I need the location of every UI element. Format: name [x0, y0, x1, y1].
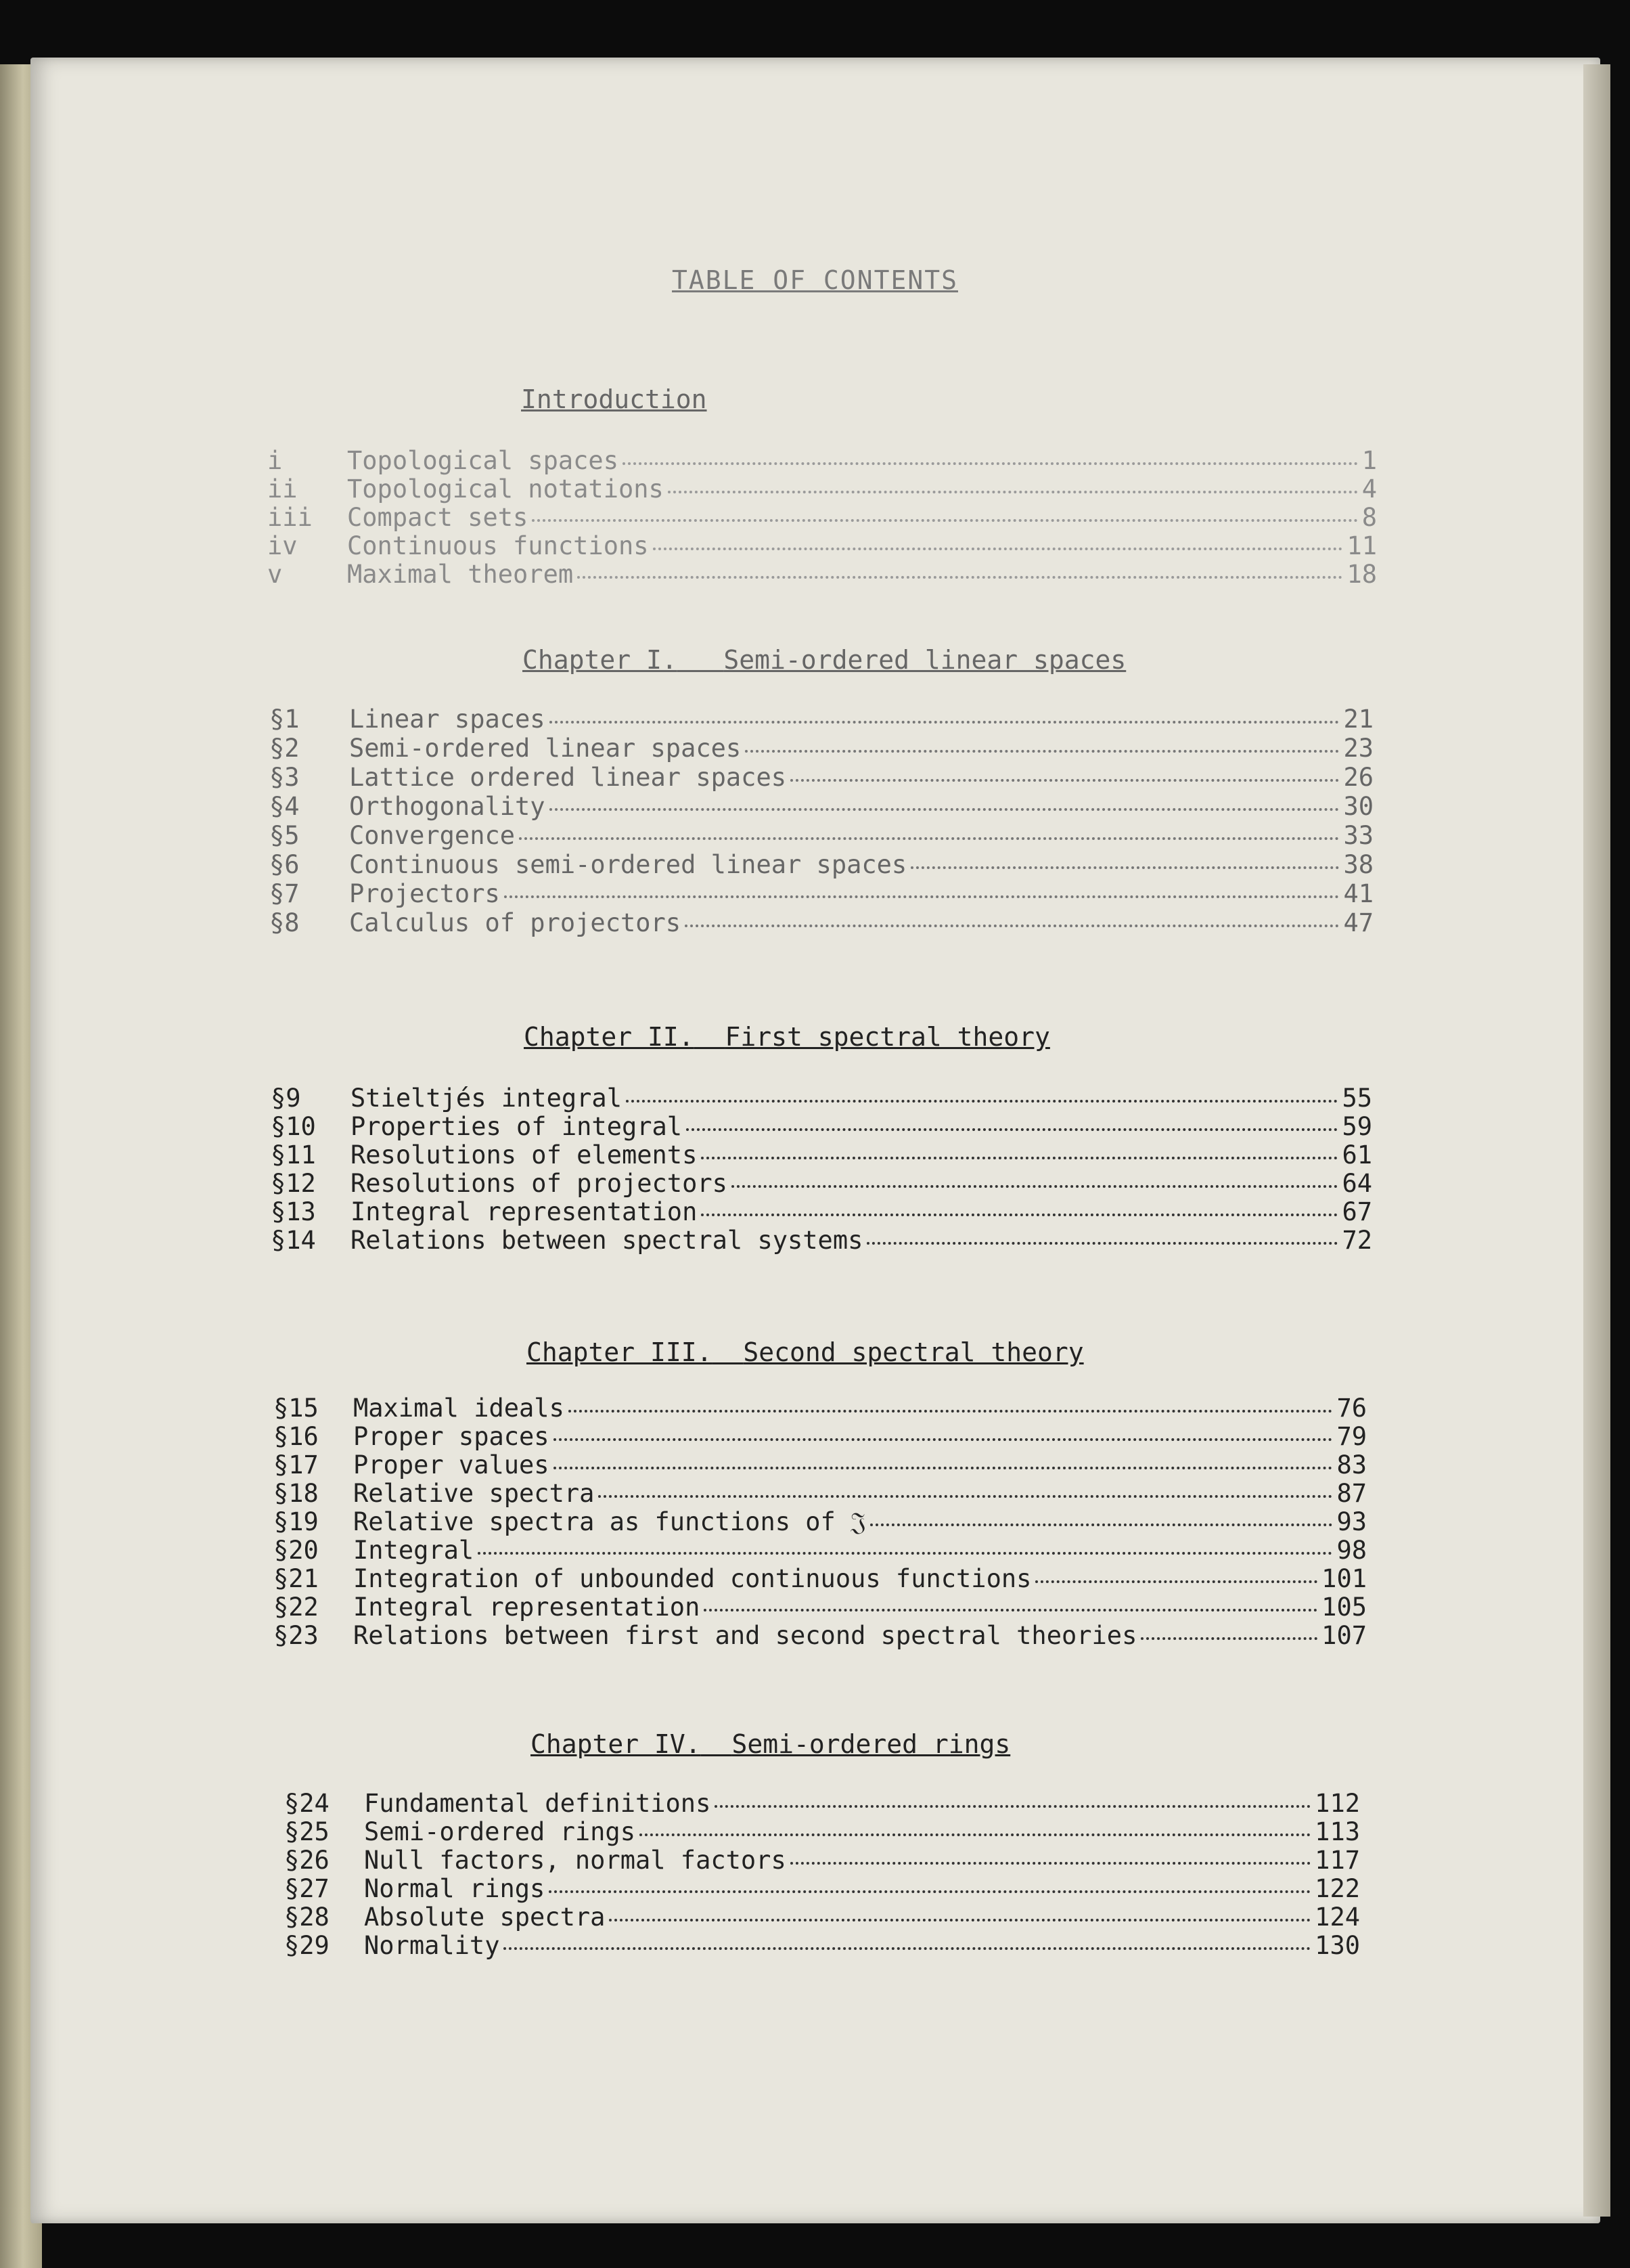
- entry-number: §25: [284, 1817, 330, 1846]
- entry-number: §6: [269, 850, 300, 879]
- entry-title: Semi-ordered linear spaces: [349, 734, 742, 763]
- toc-entry[interactable]: [273, 1508, 1367, 1536]
- toc-entry[interactable]: [267, 447, 1377, 475]
- toc-entry[interactable]: [273, 1593, 1367, 1622]
- toc-entry[interactable]: [271, 1113, 1372, 1141]
- entry-title: Semi-ordered rings: [364, 1817, 635, 1846]
- entry-title: Normal rings: [364, 1874, 545, 1903]
- entry-number: §19: [273, 1507, 319, 1536]
- entry-page-number: 18: [1346, 560, 1377, 589]
- entry-number: §8: [269, 908, 300, 937]
- entry-number: §3: [269, 763, 300, 792]
- entry-number: §9: [271, 1084, 301, 1113]
- entry-number: §29: [284, 1931, 330, 1960]
- entry-number: §18: [273, 1479, 319, 1508]
- chapter-3-heading: [526, 1337, 1084, 1367]
- toc-entry[interactable]: [271, 1198, 1372, 1226]
- entry-page-number: 47: [1343, 908, 1374, 937]
- entry-page-number: 101: [1321, 1564, 1367, 1593]
- toc-entry[interactable]: [269, 880, 1374, 908]
- dot-leader: [478, 1552, 1332, 1555]
- toc-entry[interactable]: [267, 560, 1377, 589]
- dot-leader: [701, 1157, 1338, 1159]
- entry-number: §1: [269, 705, 300, 734]
- toc-entry[interactable]: [267, 475, 1377, 504]
- entry-title: Proper values: [353, 1450, 549, 1480]
- entry-page-number: 113: [1315, 1817, 1360, 1846]
- entry-title: Lattice ordered linear spaces: [349, 763, 787, 792]
- dot-leader: [577, 576, 1342, 579]
- entry-page-number: 122: [1315, 1874, 1360, 1903]
- entry-page-number: 72: [1342, 1226, 1372, 1255]
- chapter-title: Semi-ordered linear spaces: [723, 645, 1127, 675]
- entry-title: Resolutions of projectors: [350, 1169, 727, 1198]
- chapter-2-heading: [524, 1022, 1050, 1052]
- toc-entry[interactable]: [284, 1789, 1360, 1818]
- toc-entry[interactable]: [273, 1536, 1367, 1565]
- dot-leader: [870, 1524, 1333, 1526]
- entry-number: iii: [267, 503, 313, 532]
- entry-number: §16: [273, 1422, 319, 1451]
- entry-page-number: 23: [1343, 734, 1374, 763]
- chapter-label: Chapter II.: [524, 1022, 694, 1052]
- chapter-4-heading: [530, 1729, 1010, 1759]
- entry-page-number: 67: [1342, 1197, 1372, 1226]
- entry-number: §7: [269, 879, 300, 908]
- entry-page-number: 38: [1343, 850, 1374, 879]
- entry-page-number: 93: [1336, 1507, 1367, 1536]
- entry-title: Relative spectra: [353, 1479, 595, 1508]
- entry-number: §17: [273, 1450, 319, 1480]
- entry-title: Relations between spectral systems: [350, 1226, 863, 1255]
- dot-leader: [731, 1185, 1338, 1188]
- entry-page-number: 4: [1361, 474, 1377, 504]
- toc-entry[interactable]: [271, 1141, 1372, 1170]
- chapter-label: Chapter IV.: [530, 1729, 701, 1759]
- dot-leader: [867, 1242, 1338, 1245]
- entry-title: Absolute spectra: [364, 1903, 606, 1932]
- entry-page-number: 11: [1346, 531, 1377, 560]
- entry-page-number: 112: [1315, 1789, 1360, 1818]
- chapter-title: Semi-ordered rings: [731, 1729, 1011, 1759]
- entry-title: Properties of integral: [350, 1112, 683, 1141]
- entry-title: Integral: [353, 1536, 474, 1565]
- entry-number: v: [267, 560, 283, 589]
- dot-leader: [553, 1467, 1333, 1469]
- dot-leader: [549, 808, 1340, 811]
- chapter-label: Chapter III.: [526, 1337, 712, 1367]
- entry-number: §14: [271, 1226, 316, 1255]
- dot-leader: [568, 1410, 1333, 1413]
- section-heading-introduction: Introduction: [521, 384, 707, 414]
- entry-title: Linear spaces: [349, 705, 545, 734]
- entry-number: §5: [269, 821, 300, 850]
- dot-leader: [639, 1833, 1311, 1836]
- entry-number: iv: [267, 531, 298, 560]
- dot-leader: [1141, 1637, 1317, 1640]
- dot-leader: [715, 1805, 1311, 1808]
- dot-leader: [790, 779, 1339, 782]
- entry-page-number: 8: [1361, 503, 1377, 532]
- entry-page-number: 105: [1321, 1593, 1367, 1622]
- entry-title: Orthogonality: [349, 792, 545, 821]
- entry-page-number: 98: [1336, 1536, 1367, 1565]
- entry-page-number: 79: [1336, 1422, 1367, 1451]
- entry-page-number: 83: [1336, 1450, 1367, 1480]
- dot-leader: [745, 750, 1339, 753]
- entry-title: Fundamental definitions: [364, 1789, 711, 1818]
- entry-page-number: 26: [1343, 763, 1374, 792]
- entry-page-number: 124: [1315, 1903, 1360, 1932]
- toc-entry[interactable]: [269, 909, 1374, 937]
- entry-title: Proper spaces: [353, 1422, 549, 1451]
- dot-leader: [790, 1862, 1311, 1865]
- toc-entry[interactable]: [267, 532, 1377, 560]
- entry-page-number: 30: [1343, 792, 1374, 821]
- entry-page-number: 64: [1342, 1169, 1372, 1198]
- toc-entry[interactable]: [284, 1818, 1360, 1846]
- entry-title: Topological notations: [347, 474, 664, 504]
- dot-leader: [609, 1919, 1311, 1921]
- entry-number: §28: [284, 1903, 330, 1932]
- toc-entry[interactable]: [269, 822, 1374, 850]
- entry-page-number: 107: [1321, 1621, 1367, 1650]
- entry-page-number: 117: [1315, 1846, 1360, 1875]
- toc-entry[interactable]: [271, 1226, 1372, 1255]
- dot-leader: [598, 1495, 1332, 1498]
- toc-entry[interactable]: [273, 1394, 1367, 1423]
- entry-page-number: 59: [1342, 1112, 1372, 1141]
- dot-leader: [1035, 1580, 1317, 1583]
- entry-page-number: 1: [1361, 446, 1377, 475]
- entry-number: §15: [273, 1394, 319, 1423]
- entry-title: Calculus of projectors: [349, 908, 681, 937]
- dot-leader: [553, 1438, 1333, 1441]
- entry-number: §2: [269, 734, 300, 763]
- toc-entry[interactable]: [284, 1932, 1360, 1960]
- entry-number: §24: [284, 1789, 330, 1818]
- entry-page-number: 41: [1343, 879, 1374, 908]
- entry-number: §10: [271, 1112, 316, 1141]
- chapter-label: Chapter I.: [522, 645, 677, 675]
- toc-entry[interactable]: [271, 1170, 1372, 1198]
- entry-number: §26: [284, 1846, 330, 1875]
- toc-entry[interactable]: [269, 763, 1374, 792]
- entry-number: §23: [273, 1621, 319, 1650]
- entry-title: Maximal ideals: [353, 1394, 564, 1423]
- entry-title: Relations between first and second spectral theories: [353, 1621, 1137, 1650]
- entry-title: Integration of unbounded continuous functions: [353, 1564, 1032, 1593]
- toc-entry[interactable]: [273, 1451, 1367, 1480]
- dot-leader: [911, 866, 1339, 869]
- dot-leader: [519, 837, 1339, 840]
- dot-leader: [701, 1214, 1338, 1216]
- entry-number: §20: [273, 1536, 319, 1565]
- entry-title: Continuous functions: [347, 531, 649, 560]
- entry-title: Relative spectra as functions of 𝔍: [353, 1507, 866, 1536]
- toc-entry[interactable]: [269, 705, 1374, 734]
- entry-number: §11: [271, 1140, 316, 1170]
- toc-entry[interactable]: [284, 1903, 1360, 1932]
- entry-number: §22: [273, 1593, 319, 1622]
- entry-number: §13: [271, 1197, 316, 1226]
- entry-page-number: 87: [1336, 1479, 1367, 1508]
- dot-leader: [503, 1947, 1311, 1950]
- dot-leader: [549, 721, 1340, 724]
- entry-title: Maximal theorem: [347, 560, 574, 589]
- entry-title: Projectors: [349, 879, 500, 908]
- toc-entry[interactable]: [273, 1565, 1367, 1593]
- dot-leader: [549, 1890, 1311, 1893]
- chapter-title: First spectral theory: [725, 1022, 1050, 1052]
- dot-leader: [622, 462, 1358, 465]
- toc-entry[interactable]: [269, 793, 1374, 821]
- dot-leader: [686, 1128, 1338, 1131]
- entry-page-number: 55: [1342, 1084, 1372, 1113]
- entry-page-number: 21: [1343, 705, 1374, 734]
- entry-number: i: [267, 446, 283, 475]
- page-stack-edge: [1583, 64, 1610, 2217]
- entry-title: Normality: [364, 1931, 500, 1960]
- entry-title: Integral representation: [350, 1197, 698, 1226]
- entry-page-number: 76: [1336, 1394, 1367, 1423]
- toc-entry[interactable]: [269, 734, 1374, 763]
- dot-leader: [532, 519, 1357, 522]
- entry-number: §4: [269, 792, 300, 821]
- dot-leader: [685, 925, 1339, 927]
- toc-entry[interactable]: [273, 1423, 1367, 1451]
- entry-page-number: 61: [1342, 1140, 1372, 1170]
- entry-title: Null factors, normal factors: [364, 1846, 786, 1875]
- dot-leader: [504, 895, 1340, 898]
- entry-title: Convergence: [349, 821, 516, 850]
- toc-entry[interactable]: [267, 504, 1377, 532]
- toc-entry[interactable]: [273, 1480, 1367, 1508]
- dot-leader: [668, 491, 1358, 493]
- entry-page-number: 130: [1315, 1931, 1360, 1960]
- entry-page-number: 33: [1343, 821, 1374, 850]
- dot-leader: [653, 548, 1343, 550]
- entry-title: Topological spaces: [347, 446, 618, 475]
- toc-entry[interactable]: [273, 1622, 1367, 1650]
- entry-title: Compact sets: [347, 503, 528, 532]
- toc-title: TABLE OF CONTENTS: [672, 265, 958, 295]
- entry-number: ii: [267, 474, 298, 504]
- dot-leader: [704, 1609, 1317, 1611]
- entry-title: Integral representation: [353, 1593, 700, 1622]
- entry-number: §27: [284, 1874, 330, 1903]
- toc-entry[interactable]: [269, 851, 1374, 879]
- chapter-title: Second spectral theory: [743, 1337, 1084, 1367]
- chapter-1-heading: [522, 645, 1126, 675]
- entry-title: Continuous semi-ordered linear spaces: [349, 850, 907, 879]
- toc-entry[interactable]: [284, 1875, 1360, 1903]
- toc-entry[interactable]: [271, 1084, 1372, 1113]
- entry-title: Resolutions of elements: [350, 1140, 698, 1170]
- entry-title: Stieltjés integral: [350, 1084, 622, 1113]
- entry-number: §21: [273, 1564, 319, 1593]
- dot-leader: [626, 1100, 1338, 1103]
- entry-number: §12: [271, 1169, 316, 1198]
- toc-entry[interactable]: [284, 1846, 1360, 1875]
